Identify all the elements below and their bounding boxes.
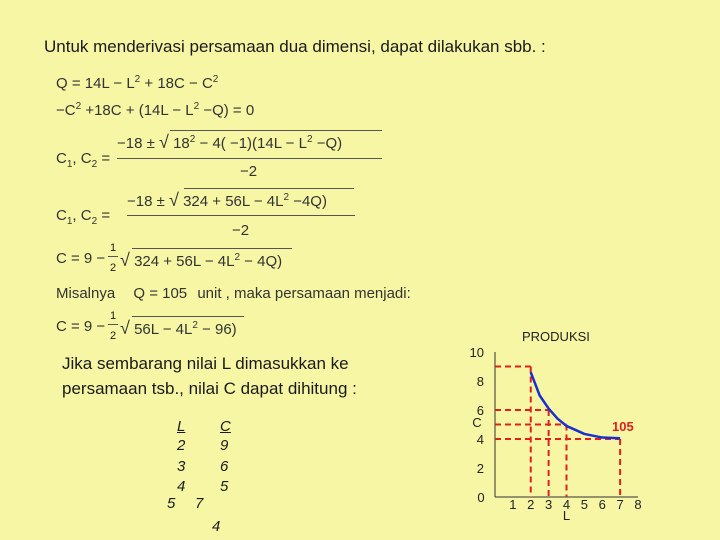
eq3-num-exp-2: 2	[306, 134, 313, 145]
eq3-denominator: −2	[240, 163, 258, 180]
table-cell: 6	[220, 458, 229, 475]
eq3-lhs-sub-2: 2	[91, 159, 98, 170]
eq5-frac-den: 2	[110, 262, 117, 274]
eq7-part-c: − 96)	[202, 321, 237, 338]
eq5-exp: 2	[234, 252, 240, 263]
eq4-lhs-sub-1: 1	[66, 216, 73, 227]
eq7-part-b: 56L − 4L	[134, 321, 193, 338]
eq2-exp-1: 2	[75, 101, 82, 112]
table-cell: 9	[220, 437, 229, 454]
eq1-exp-1: 2	[134, 74, 141, 85]
eq3-lhs-b: , C	[72, 150, 92, 167]
eq4-lhs-eq: =	[101, 207, 111, 224]
y-tick-label: 10	[469, 345, 484, 360]
equation-7-a: C = 9 −	[56, 318, 106, 335]
table-cell: 7	[195, 495, 204, 512]
eq2-part-b: +18C + (14L − L	[85, 102, 194, 119]
eq2-part-a: −C	[56, 102, 76, 119]
eq2-exp-2: 2	[193, 101, 200, 112]
eq6-part-b: Q = 105	[133, 285, 188, 302]
curve-annotation: 105	[612, 419, 634, 434]
isoquant-curve	[531, 372, 620, 438]
x-tick-label: 2	[527, 497, 535, 512]
eq3-num-a: −18 ±	[117, 135, 155, 152]
eq5-frac-num: 1	[110, 242, 117, 254]
eq7-frac-num: 1	[110, 310, 117, 322]
eq2-part-c: −Q) = 0	[203, 102, 255, 119]
x-tick-label: 8	[634, 497, 642, 512]
eq5-part-b: 324 + 56L − 4L	[134, 253, 235, 270]
table-header-c: C	[220, 418, 231, 435]
sqrt-sign-icon: √	[120, 250, 130, 270]
eq6-part-a: Misalnya	[56, 285, 116, 302]
eq4-lhs-a: C	[56, 207, 67, 224]
x-tick-label: 5	[580, 497, 588, 512]
eq3-lhs-sub-1: 1	[66, 159, 73, 170]
eq4-num-b: 324 + 56L − 4L	[183, 193, 284, 210]
eq1-part-a: Q = 14L − L	[56, 75, 135, 92]
sqrt-sign-icon: √	[120, 318, 130, 338]
x-tick-label: 0	[477, 490, 485, 505]
eq7-frac-den: 2	[110, 330, 117, 342]
eq3-lhs-eq: =	[101, 150, 111, 167]
x-axis-label: L	[562, 508, 571, 523]
description-text: Jika sembarang nilai L dimasukkan ke persamaan tsb., nilai C dapat dihitung :	[62, 354, 357, 398]
table-header-l: L	[177, 418, 186, 435]
eq4-lhs-sub-2: 2	[91, 216, 98, 227]
eq4-num-a: −18 ±	[127, 193, 165, 210]
eq6-part-c: unit , maka persamaan menjadi:	[197, 285, 411, 302]
eq1-exp-2: 2	[212, 74, 219, 85]
y-tick-label: 6	[476, 403, 484, 418]
x-tick-label: 1	[509, 497, 517, 512]
eq3-num-c: − 4( −1)(14L − L	[199, 135, 307, 152]
slide-title: Untuk menderivasi persamaan dua dimensi, dapat dilakukan sbb. :	[44, 37, 546, 56]
sqrt-sign-icon: √	[169, 190, 179, 210]
eq5-part-c: − 4Q)	[244, 253, 283, 270]
table-cell: 4	[177, 478, 186, 495]
x-tick-label: 7	[616, 497, 624, 512]
eq4-num-exp: 2	[283, 192, 290, 203]
eq7-exp: 2	[192, 320, 198, 331]
y-tick-label: 2	[476, 461, 484, 476]
eq3-num-exp-1: 2	[189, 134, 196, 145]
x-tick-label: 3	[545, 497, 553, 512]
eq3-lhs-a: C	[56, 150, 67, 167]
table-cell: 5	[167, 495, 176, 512]
y-axis-label: C	[472, 415, 482, 430]
eq3-num-b: 18	[173, 135, 190, 152]
y-tick-label: 4	[476, 432, 484, 447]
x-tick-label: 4	[562, 497, 571, 512]
eq1-part-b: + 18C − C	[144, 75, 213, 92]
table-cell: 5	[220, 478, 229, 495]
sqrt-sign-icon: √	[159, 132, 169, 152]
y-tick-label: 8	[476, 374, 484, 389]
chart-title: PRODUKSI	[522, 329, 590, 344]
x-tick-label: 6	[598, 497, 606, 512]
table-cell: 3	[177, 458, 186, 475]
eq4-lhs-b: , C	[72, 207, 92, 224]
table-cell: 2	[177, 437, 186, 454]
equation-5-a: C = 9 −	[56, 250, 106, 267]
table-stray-value: 4	[212, 518, 221, 535]
eq4-num-c: −4Q)	[293, 193, 327, 210]
eq4-denominator: −2	[232, 222, 250, 239]
eq3-num-d: −Q)	[316, 135, 343, 152]
